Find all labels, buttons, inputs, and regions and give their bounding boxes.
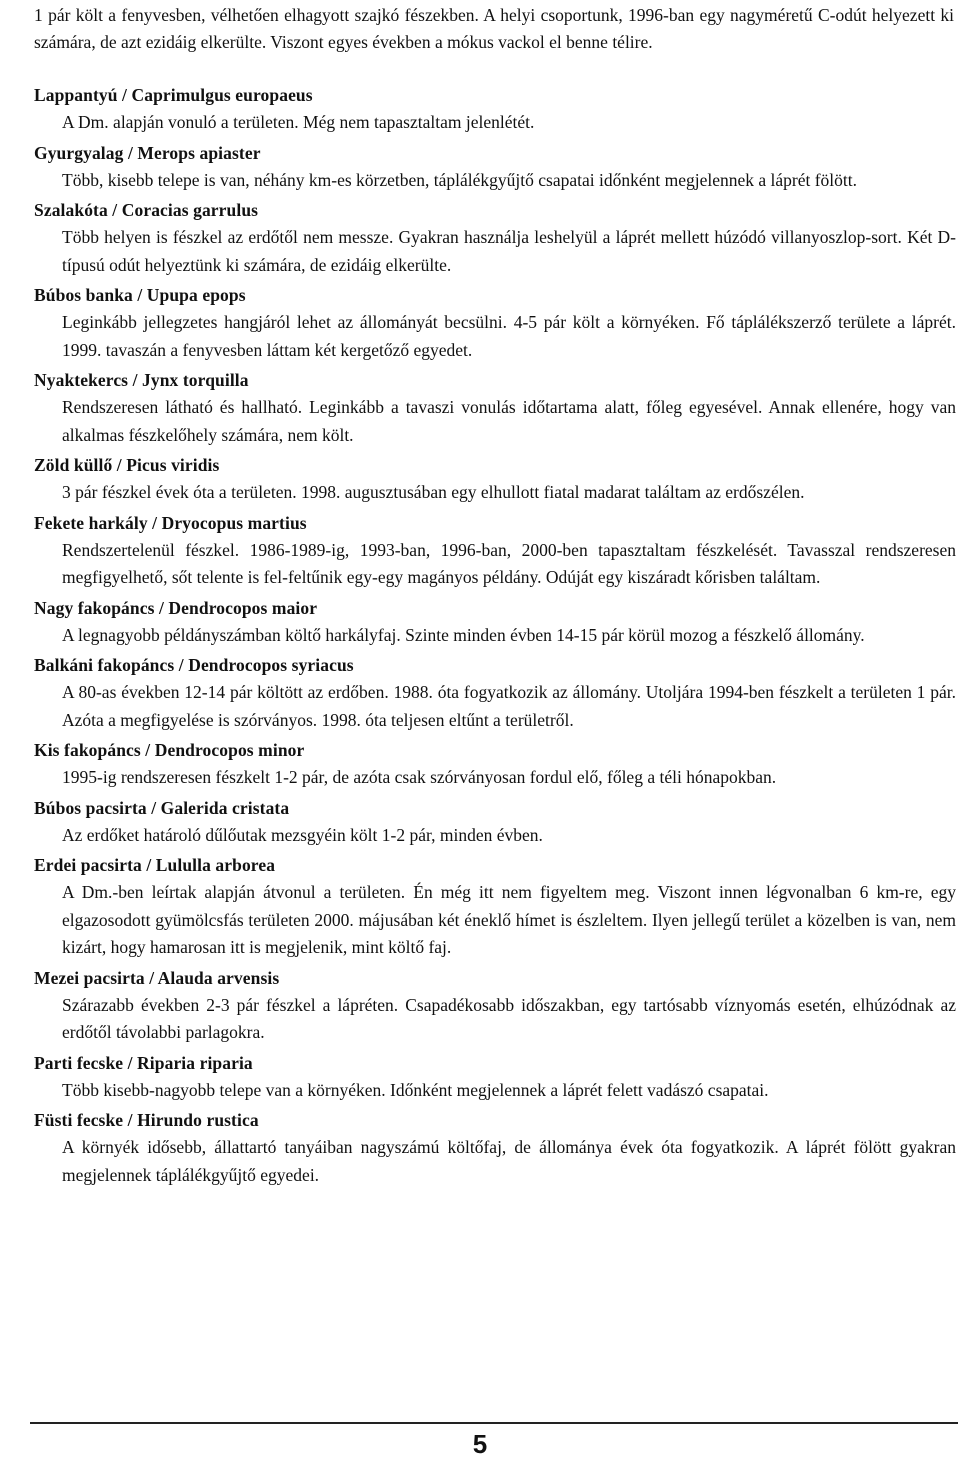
species-description: Rendszertelenül fészkel. 1986-1989-ig, 1993-ban, 1996-ban, 2000-ben tapasztaltam fészkelését. Tavasszal rendszeresen megfigyelhető, sőt telente is fel-feltűnik egy-egy magányos példány. Odúját egy kiszáradt kőrisben találtam.	[62, 539, 956, 587]
species-heading: Gyurgyalag / Merops apiaster	[34, 142, 261, 163]
species-description: 1995-ig rendszeresen fészkelt 1-2 pár, de azóta csak szórványosan fordul elő, főleg a téli hónapokban.	[62, 767, 777, 787]
footer-divider	[30, 1422, 958, 1424]
species-entry	[34, 1107, 956, 1189]
species-entry	[34, 282, 956, 364]
species-description: Több helyen is fészkel az erdőtől nem messze. Gyakran használja leshelyül a láprét mellett húzódó villanyoszlop-sort. Két D-típusú odút helyeztünk ki számára, de ezidáig elkerülte.	[62, 227, 956, 275]
species-entry	[34, 737, 956, 792]
species-heading: Nyaktekercs / Jynx torquilla	[34, 370, 249, 390]
species-heading: Szalakóta / Coracias garrulus	[34, 200, 259, 220]
species-heading: Zöld küllő / Picus viridis	[34, 455, 220, 475]
species-description: Rendszeresen látható és hallható. Leginkább a tavaszi vonulás időtartama alatt, főleg egyesével. Annak ellenére, hogy van alkalmas fészkelőhely számára, nem költ.	[62, 397, 956, 445]
species-description: Az erdőket határoló dűlőutak mezsgyéin költ 1-2 pár, minden évben.	[62, 824, 543, 845]
species-heading: Füsti fecske / Hirundo rustica	[34, 1110, 259, 1130]
species-entry	[34, 652, 956, 734]
species-entry	[34, 852, 956, 962]
species-heading: Parti fecske / Riparia riparia	[34, 1052, 253, 1073]
species-entry	[34, 140, 956, 195]
species-entry	[34, 197, 956, 279]
species-heading: Balkáni fakopáncs / Dendrocopos syriacus	[34, 655, 354, 675]
species-description: Több kisebb-nagyobb telepe van a környéken. Időnként megjelennek a láprét felett vadászó csapatai.	[62, 1079, 769, 1100]
species-entry	[34, 1050, 956, 1105]
species-heading: Kis fakopáncs / Dendrocopos minor	[34, 740, 305, 760]
species-description: A Dm. alapján vonuló a területen. Még nem tapasztaltam jelenlétét.	[62, 112, 535, 132]
species-entry	[34, 82, 956, 137]
species-description: A 80-as években 12-14 pár költött az erdőben. 1988. óta fogyatkozik az állomány. Utoljára 1994-ben fészkelt a területen 1 pár. Azóta a megfigyelése is szórványos. 1998. óta teljesen eltűnt a területről.	[62, 682, 956, 730]
species-entry	[34, 367, 956, 449]
species-heading: Erdei pacsirta / Lulullа arborea	[34, 855, 276, 875]
species-heading: Búbos banka / Upupa epops	[34, 285, 246, 305]
species-heading: Mezei pacsirta / Alauda arvensis	[34, 967, 280, 988]
species-description: 3 pár fészkel évek óta a területen. 1998. augusztusában egy elhullott fiatal madarat találtam az erdőszélen.	[62, 482, 805, 502]
species-entry	[34, 510, 956, 592]
species-description: A környék idősebb, állattartó tanyáiban nagyszámú költőfaj, de állománya évek óta fogyatkozik. A láprét fölött gyakran megjelennek táplálékgyűjtő egyedei.	[62, 1137, 956, 1185]
species-description: A Dm.-ben leírtak alapján átvonul a területen. Én még itt nem figyeltem meg. Viszont innen légvonalban 6 km-re, egy elgazosodott gyümölcsfás területen 2000. májusában két éneklő hímet is észleltem. Ilyen jellegű terület a közelben is van, nem kizárt, hogy hamarosan itt is megjelenik, mint költő faj.	[62, 882, 956, 957]
species-heading: Nagy fakopáncs / Dendrocopos maior	[34, 597, 318, 618]
species-heading: Fekete harkály / Dryocopus martius	[34, 512, 307, 533]
species-list	[34, 82, 956, 1192]
species-heading: Búbos pacsirta / Galerida cristata	[34, 797, 290, 818]
intro-paragraph: 1 pár költ a fenyvesben, vélhetően elhagyott szajkó fészekben. A helyi csoportunk, 1996-ban egy nagyméretű C-odút helyezett ki számára, de azt ezidáig elkerülte. Viszont egyes években a mókus vackol el benne télire.	[34, 5, 954, 52]
species-description: Több, kisebb telepe is van, néhány km-es körzetben, táplálékgyűjtő csapatai időnként megjelennek a láprét fölött.	[62, 169, 858, 190]
species-entry	[34, 452, 956, 507]
species-entry	[34, 965, 956, 1047]
species-description: A legnagyobb példányszámban költő harkályfaj. Szinte minden évben 14-15 pár körül mozog a fészkelő állomány.	[62, 624, 865, 645]
species-description: Leginkább jellegzetes hangjáról lehet az állományát becsülni. 4-5 pár költ a környéken. Fő táplálékszerző területe a láprét. 1999. tavaszán a fenyvesben láttam két kergetőző egyedet.	[62, 312, 956, 360]
species-description: Szárazabb években 2-3 pár fészkel a lápréten. Csapadékosabb időszakban, egy tartósabb víznyomás esetén, elhúzódnak az erdőtől távolabbi parlagokra.	[62, 994, 956, 1042]
species-entry	[34, 795, 956, 850]
species-heading: Lappantyú / Caprimulgus europaeus	[34, 85, 313, 105]
species-entry	[34, 595, 956, 650]
page-number: 5	[472, 1429, 488, 1459]
